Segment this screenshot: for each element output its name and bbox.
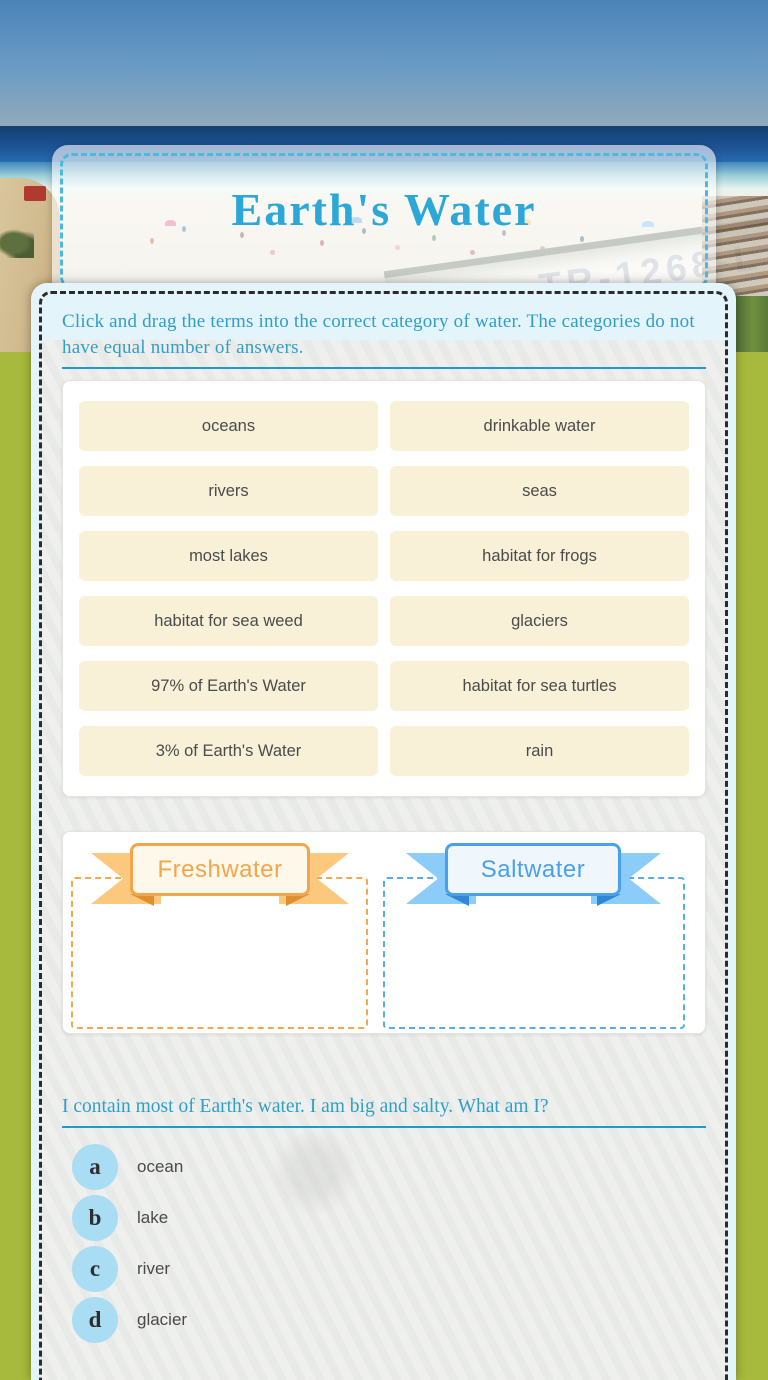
option-letter-bubble[interactable]: d [72,1297,118,1343]
multiple-choice-question: I contain most of Earth's water. I am big and salty. What am I? [62,1096,549,1117]
option-label: lake [137,1208,169,1227]
term-chip[interactable]: oceans [79,401,378,451]
term-chip[interactable]: glaciers [390,596,689,646]
drag-instructions: Click and drag the terms into the correct category of water. The categories do not have equal number of answers. [62,311,695,358]
term-chip[interactable]: 3% of Earth's Water [79,726,378,776]
title-card [52,145,716,297]
option-letter-bubble[interactable]: c [72,1246,118,1292]
worksheet-card [31,283,736,1380]
answer-options [62,1144,706,1343]
sky [0,0,768,128]
option-label: glacier [137,1310,188,1329]
red-cabana [24,186,46,201]
divider-line [62,1126,706,1128]
option-ocean[interactable] [62,1144,706,1190]
term-chip[interactable]: 97% of Earth's Water [79,661,378,711]
green-painted-wood [732,296,768,352]
worksheet-title: Earth's Water [231,184,537,235]
terms-bank [62,380,706,797]
option-glacier[interactable] [62,1297,706,1343]
term-chip[interactable]: drinkable water [390,401,689,451]
option-river[interactable] [62,1246,706,1292]
divider-line [62,367,706,369]
term-chip[interactable]: habitat for frogs [390,531,689,581]
dune-grass [0,228,34,258]
option-label: ocean [137,1157,184,1176]
term-chip[interactable]: rivers [79,466,378,516]
term-chip[interactable]: most lakes [79,531,378,581]
freshwater-category-label: Freshwater [130,843,310,896]
option-letter-bubble[interactable]: a [72,1144,118,1190]
categories-panel [62,831,706,1034]
option-letter-bubble[interactable]: b [72,1195,118,1241]
term-chip[interactable]: habitat for sea weed [79,596,378,646]
term-chip[interactable]: habitat for sea turtles [390,661,689,711]
option-lake[interactable] [62,1195,706,1241]
term-chip[interactable]: rain [390,726,689,776]
option-label: river [137,1259,171,1278]
saltwater-category-label: Saltwater [445,843,621,896]
term-chip[interactable]: seas [390,466,689,516]
